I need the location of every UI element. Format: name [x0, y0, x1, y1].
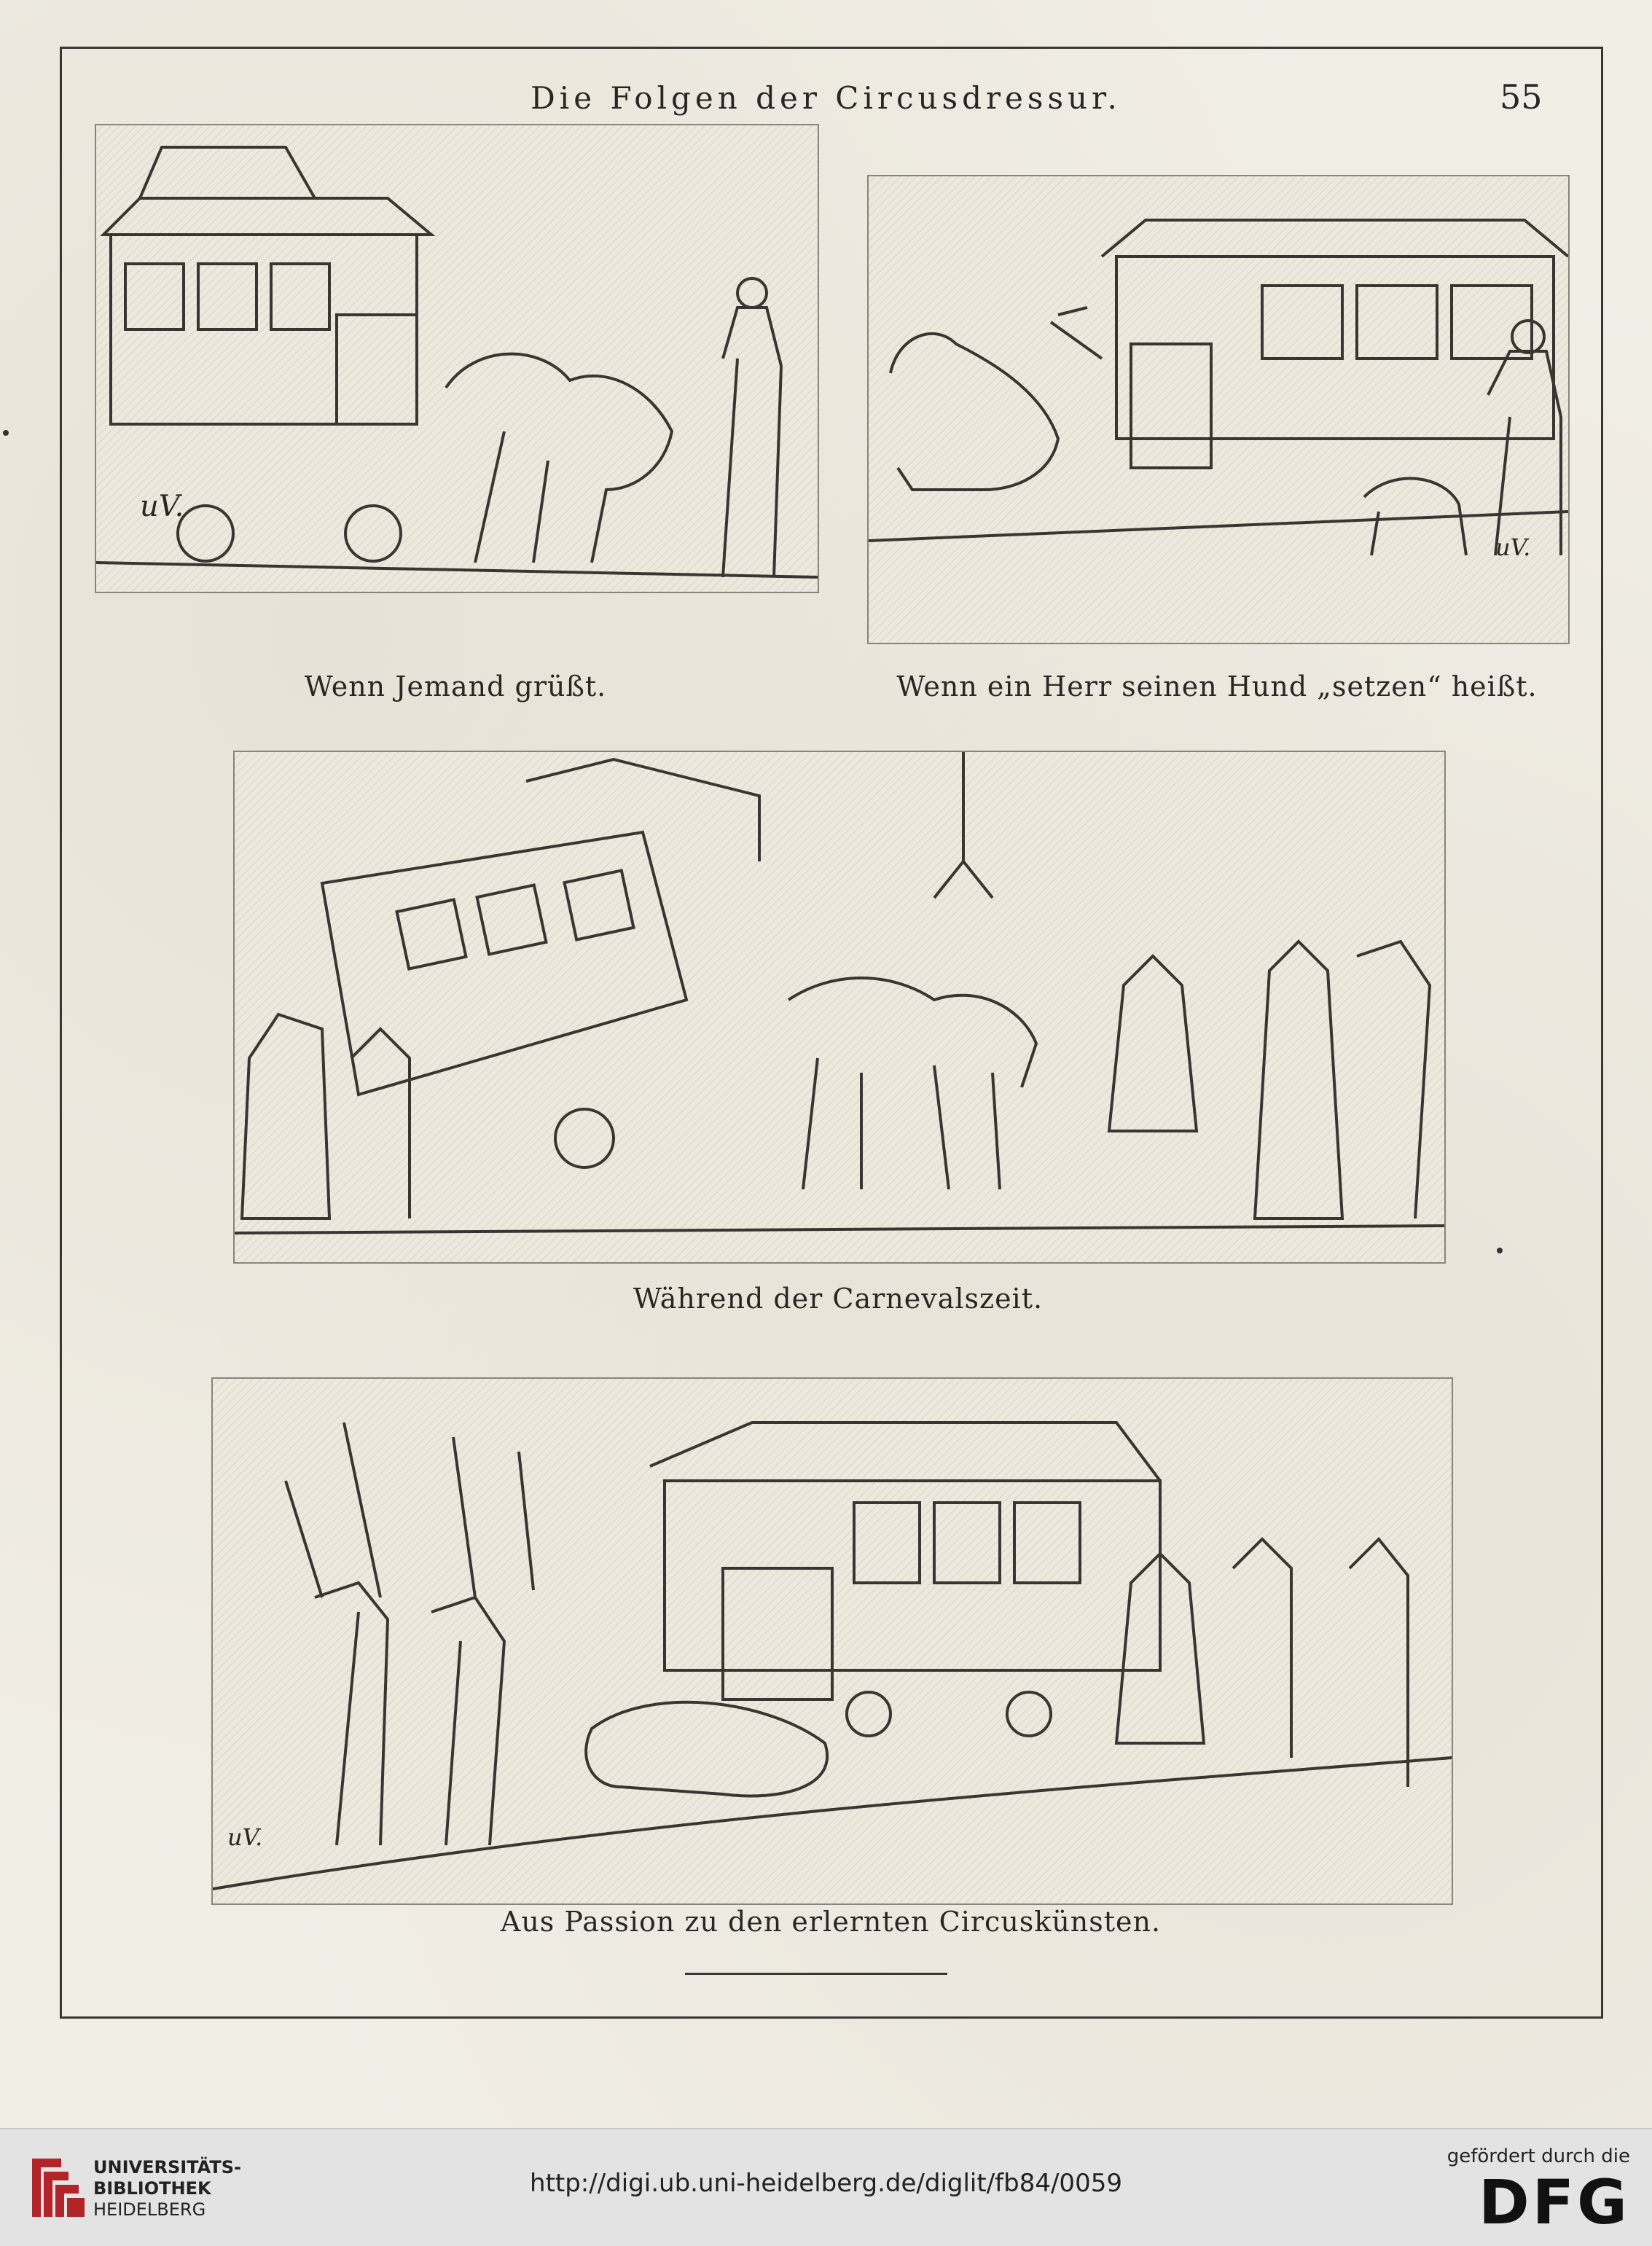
funding-label: gefördert durch die	[1447, 2145, 1630, 2167]
closing-rule	[685, 1973, 947, 1975]
caption-circus: Aus Passion zu den erlernten Circuskünsten.	[500, 1906, 1162, 1938]
caption-carnival: Während der Carnevalszeit.	[633, 1283, 1044, 1315]
artist-signature: uV.	[227, 1823, 263, 1851]
tram-horse-sitting-drawing	[869, 176, 1568, 643]
carnival-tram-drawing	[235, 752, 1444, 1262]
caption-dog-sit: Wenn ein Herr seinen Hund „setzen“ heißt.	[896, 670, 1538, 703]
library-name-line1: UNIVERSITÄTS-	[93, 2157, 242, 2177]
page-number: 55	[1500, 77, 1543, 117]
artist-signature: uV.	[140, 490, 184, 523]
illustration-greeting	[95, 124, 819, 593]
ink-dot	[3, 430, 9, 436]
dfg-logo: DFG	[1478, 2167, 1630, 2238]
illustration-circus	[211, 1377, 1453, 1905]
caption-greeting: Wenn Jemand grüßt.	[304, 670, 607, 703]
illustration-dog-sit	[867, 175, 1570, 644]
circus-tram-drawing	[213, 1379, 1452, 1903]
permalink-url[interactable]: http://digi.ub.uni-heidelberg.de/diglit/fb84/0059	[530, 2169, 1122, 2198]
viewer-footer	[0, 2128, 1652, 2246]
library-name-line3: HEIDELBERG	[93, 2199, 206, 2220]
artist-signature: uV.	[1495, 533, 1531, 561]
tram-horse-bowing-drawing	[96, 125, 818, 592]
ink-dot	[1497, 1248, 1503, 1253]
library-name-line2: BIBLIOTHEK	[93, 2178, 211, 2199]
illustration-carnival	[233, 751, 1446, 1264]
running-head: Die Folgen der Circusdressur.	[531, 80, 1121, 116]
